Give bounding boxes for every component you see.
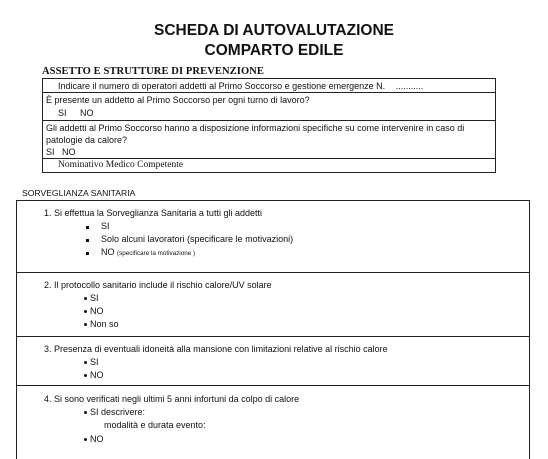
q2-option-no[interactable] bbox=[84, 306, 104, 316]
medico-competente-field[interactable]: Nominativo Medico Competente bbox=[58, 160, 184, 170]
q3-question: 3. Presenza di eventuali idoneità alla mansione con limitazioni relative al rischio calore bbox=[44, 344, 388, 354]
q3-option-si-label: SI bbox=[90, 357, 99, 367]
q4-question: 4. Si sono verificati negli ultimi 5 anni infortuni da colpo di calore bbox=[44, 394, 300, 404]
q4-option-si-label: SI descrivere: bbox=[90, 407, 146, 417]
bullet-icon bbox=[86, 226, 89, 229]
q2-option-nonso[interactable] bbox=[84, 319, 119, 329]
q2-option-si-label: SI bbox=[90, 293, 99, 303]
q1-option-si[interactable]: SI bbox=[101, 221, 110, 231]
info-no-option[interactable]: NO bbox=[62, 147, 76, 157]
bullet-icon bbox=[86, 252, 89, 255]
operator-count-blank[interactable]: ........... bbox=[395, 81, 424, 91]
q4-option-si-detail[interactable]: modalità e durata evento: bbox=[104, 420, 206, 430]
assetto-row-info-question-l2: patologie da calore? bbox=[46, 135, 128, 145]
operator-count-label: Indicare il numero di operatori addetti al Primo Soccorso e gestione emergenze N. bbox=[58, 81, 386, 91]
q1-option-some[interactable]: Solo alcuni lavoratori (specificare le motivazioni) bbox=[101, 234, 294, 244]
assetto-row-first-aid-question: È presente un addetto al Primo Soccorso per ogni turno di lavoro? bbox=[46, 95, 310, 105]
document-title-line2: COMPARTO EDILE bbox=[204, 42, 344, 59]
assetto-row-operator-count bbox=[58, 81, 423, 91]
document-title-line1: SCHEDA DI AUTOVALUTAZIONE bbox=[154, 22, 394, 39]
q1-option-no-note: (specificare la motivazione ) bbox=[117, 250, 196, 257]
q4-option-no[interactable] bbox=[84, 434, 104, 444]
info-si-option[interactable]: SI bbox=[46, 147, 55, 157]
assetto-heading: ASSETTO E STRUTTURE DI PREVENZIONE bbox=[42, 66, 265, 77]
bullet-icon bbox=[84, 438, 87, 441]
bullet-icon bbox=[84, 323, 87, 326]
q2-question: 2. Il protocollo sanitario include il rischio calore/UV solare bbox=[44, 280, 272, 290]
q3-option-no-label: NO bbox=[90, 370, 104, 380]
q2-option-nonso-label: Non so bbox=[90, 319, 119, 329]
first-aid-no-option[interactable]: NO bbox=[80, 108, 94, 118]
q1-question: 1. Si effettua la Sorveglianza Sanitaria a tutti gli addetti bbox=[44, 208, 262, 218]
bullet-icon bbox=[84, 361, 87, 364]
bullet-icon bbox=[84, 310, 87, 313]
q1-option-no-label: NO bbox=[101, 247, 115, 257]
bullet-icon bbox=[84, 297, 87, 300]
q4-option-no-label: NO bbox=[90, 434, 104, 444]
bullet-icon bbox=[84, 411, 87, 414]
q2-option-si[interactable] bbox=[84, 293, 99, 303]
bullet-icon bbox=[86, 239, 89, 242]
bullet-icon bbox=[84, 374, 87, 377]
first-aid-si-option[interactable]: SI bbox=[58, 108, 67, 118]
q4-option-si[interactable] bbox=[84, 407, 145, 417]
q3-option-no[interactable] bbox=[84, 370, 104, 380]
sorveglianza-heading: SORVEGLIANZA SANITARIA bbox=[22, 188, 136, 198]
q3-option-si[interactable] bbox=[84, 357, 99, 367]
assetto-row-info-question-l1: Gli addetti al Primo Soccorso hanno a disposizione informazioni specifiche su come intervenire in caso di bbox=[46, 123, 465, 133]
q1-option-no[interactable] bbox=[101, 247, 195, 257]
q2-option-no-label: NO bbox=[90, 306, 104, 316]
